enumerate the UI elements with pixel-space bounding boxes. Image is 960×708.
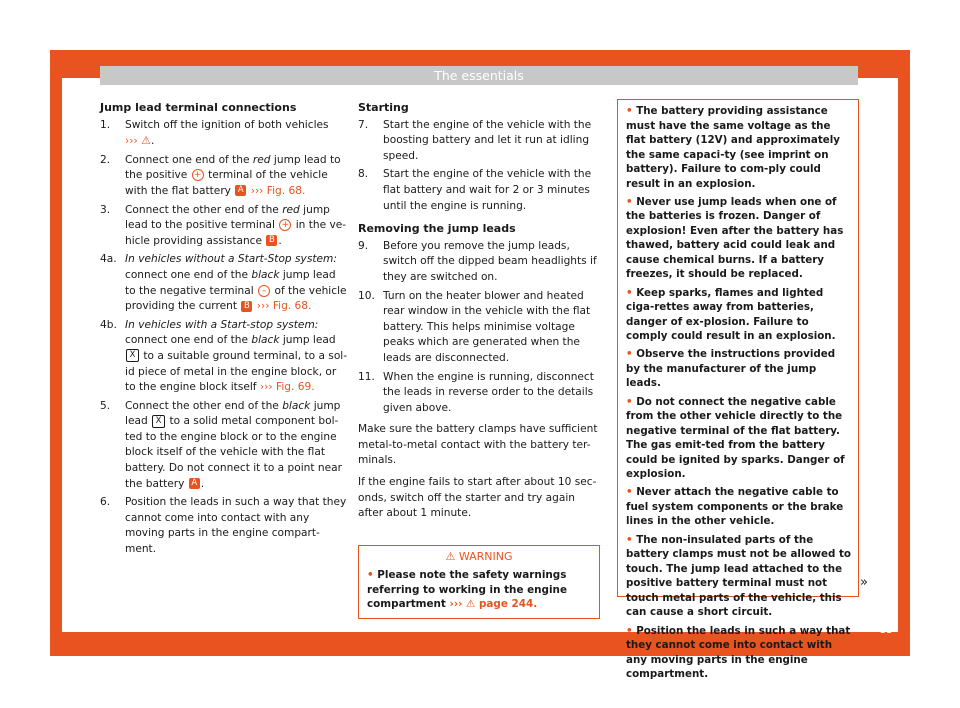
minus-terminal-icon: – xyxy=(258,285,270,297)
list-item: 9. Before you remove the jump leads, switch off the dipped beam headlights if they are switched on. xyxy=(358,239,597,283)
list-item: 6. Position the leads in such a way that they cannot come into contact with any moving parts in the engine compart-ment. xyxy=(100,496,347,556)
label-x-badge: X xyxy=(152,415,165,428)
list-item: 4a. In vehicles without a Start-Stop system: connect one end of the black jump lead to the negative terminal – of the vehicle providing the current B ››› Fig. 68. xyxy=(100,253,347,313)
list-item: 3. Connect the other end of the red jump lead to the positive terminal + in the ve-hicle providing assistance B . xyxy=(100,203,347,247)
column-2 xyxy=(358,100,602,528)
warning-icon: ⚠ xyxy=(141,134,151,148)
link-arrows[interactable]: ››› xyxy=(125,135,138,148)
page-244-link[interactable]: ››› ⚠ page 244. xyxy=(449,598,538,610)
continue-arrow-icon: » xyxy=(860,575,868,590)
bullet-item: • The non-insulated parts of the battery clamps must not be allowed to touch. The jump lead attached to the positive battery terminal must not touch metal parts of the vehicle, this can cause a short circuit. xyxy=(626,533,851,619)
bullet-item: • Keep sparks, flames and lighted ciga-rettes away from batteries, danger of ex-plosion. Failure to comply could result in an explosion. xyxy=(626,286,836,343)
warning-text: • Please note the safety warnings referring to working in the engine compartment ››› ⚠ page 244. xyxy=(367,569,568,610)
fig-68-link[interactable]: ››› Fig. 68. xyxy=(256,300,312,313)
bullet-item: • Do not connect the negative cable from the other vehicle directly to the negative terminal of the flat battery. The gas emit-ted from the battery could be ignited by sparks. Danger of explosion. xyxy=(626,395,845,481)
heading-starting: Starting xyxy=(358,101,409,114)
label-x-badge: X xyxy=(126,349,139,362)
column-1 xyxy=(100,100,348,561)
bullet-icon: • xyxy=(367,569,374,581)
list-item: 1. Switch off the ignition of both vehicles ››› ⚠. xyxy=(100,118,329,148)
engine-compartment-icon: ⚠ xyxy=(466,598,476,610)
paragraph: Make sure the battery clamps have sufficient metal-to-metal contact with the battery ter-minals. xyxy=(358,423,598,467)
list-item: 2. Connect one end of the red jump lead to the positive + terminal of the vehicle with the flat battery A ››› Fig. 68. xyxy=(100,153,341,197)
list-item: 11. When the engine is running, disconnect the leads in reverse order to the details given above. xyxy=(358,370,594,414)
paragraph: If the engine fails to start after about 10 sec-onds, switch off the starter and try again after about 1 minute. xyxy=(358,476,597,520)
label-a-badge: A xyxy=(189,478,200,489)
label-b-badge: B xyxy=(266,235,277,246)
warning-icon: ⚠ xyxy=(445,550,456,563)
list-item: 10. Turn on the heater blower and heated rear window in the vehicle with the flat battery. This helps minimise voltage peaks which are generated when the leads are disconnected. xyxy=(358,289,591,364)
warning-box xyxy=(358,545,600,619)
plus-terminal-icon: + xyxy=(192,169,204,181)
plus-terminal-icon: + xyxy=(279,219,291,231)
fig-68-link[interactable]: ››› Fig. 68. xyxy=(250,184,306,197)
safety-warning-box xyxy=(617,99,859,681)
bullet-item: • The battery providing assistance must have the same voltage as the flat battery (12V) and approximately the same capaci-ty (see imprint on battery). Failure to com-ply could result in an explosion. xyxy=(626,105,840,190)
label-a-badge: A xyxy=(235,185,246,196)
section-header: The essentials xyxy=(100,66,858,85)
heading-terminal-connections: Jump lead terminal connections xyxy=(100,101,297,114)
bullet-item: • Never attach the negative cable to fuel system components or the brake lines in the other vehicle. xyxy=(626,486,844,528)
warning-header: ⚠ WARNING xyxy=(445,550,513,563)
list-item: 8. Start the engine of the vehicle with the flat battery and wait for 2 or 3 minutes until the engine is running. xyxy=(358,168,592,212)
heading-removing-leads: Removing the jump leads xyxy=(358,222,516,236)
bullet-item: • Never use jump leads when one of the batteries is frozen. Danger of explosion! Even after the battery has thawed, battery acid could leak and cause chemical burns. If a battery freezes, it should be replaced. xyxy=(626,195,844,281)
label-b-badge: B xyxy=(241,301,252,312)
list-item: 5. Connect the other end of the black jump lead X to a solid metal component bol-ted to the engine block or to the engine block itself of the vehicle with the flat battery. Do not connect it to a point near the battery A . xyxy=(100,399,343,490)
bullet-item: • Position the leads in such a way that they cannot come into contact with any moving parts in the engine compartment. xyxy=(626,624,851,681)
list-item: 4b. In vehicles with a Start-stop system: connect one end of the black jump lead X to a suitable ground terminal, to a sol-id piece of metal in the engine block, or to the engine block itself ››› Fig. 69. xyxy=(100,318,348,394)
page-number: 55 xyxy=(880,625,893,636)
bullet-item: • Observe the instructions provided by the manufacturer of the jump leads. xyxy=(626,348,836,390)
fig-69-link[interactable]: ››› Fig. 69. xyxy=(259,381,315,394)
list-item: 7. Start the engine of the vehicle with the boosting battery and let it run at idling speed. xyxy=(358,118,592,162)
